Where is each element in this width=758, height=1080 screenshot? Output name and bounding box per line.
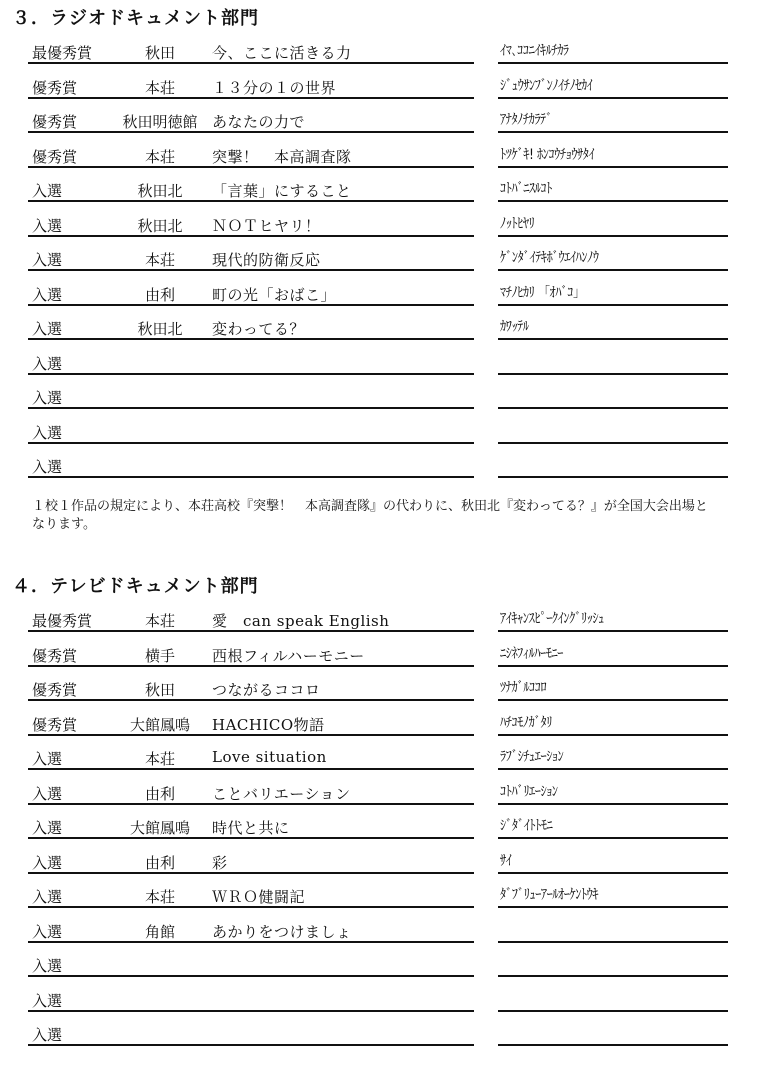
school-name: 本荘 [144, 750, 175, 768]
school-name: 角館 [144, 922, 175, 941]
entry-underline [28, 768, 474, 770]
reading-underline [498, 200, 728, 202]
entry-underline [28, 941, 474, 943]
award-label: 最優秀賞 [32, 612, 93, 630]
school-name: 由利 [144, 853, 175, 872]
award-row [0, 138, 758, 172]
school-name: 秋田明徳館 [122, 113, 198, 131]
reading-underline [498, 476, 728, 478]
work-title: 突撃！ 本高調査隊 [212, 147, 352, 166]
entry-underline [28, 407, 474, 409]
entry-underline [28, 872, 474, 874]
award-label: 入選 [32, 888, 63, 906]
work-title: 町の光「おばこ」 [212, 285, 337, 304]
reading-underline [498, 269, 728, 271]
school-name: 由利 [144, 784, 175, 803]
school-name: 秋田北 [137, 320, 183, 338]
reading-underline [498, 768, 728, 770]
reading-underline [498, 235, 728, 237]
reading-underline [498, 906, 728, 908]
entry-underline [28, 235, 474, 237]
work-title: 西根フィルハーモニー [212, 646, 365, 665]
eligibility-note: １校１作品の規定により、本荘高校『突撃！ 本高調査隊』の代わりに、秋田北『変わってる？』が全国大会出場となります。 [32, 499, 708, 532]
entry-underline [28, 837, 474, 839]
award-label: 優秀賞 [32, 681, 78, 699]
title-reading: ﾉｯﾄﾋﾔﾘ [500, 215, 535, 232]
title-reading: ﾆｼﾈﾌｨﾙﾊｰﾓﾆｰ [500, 645, 563, 662]
title-reading: ｱｲｷｬﾝｽﾋﾟｰｸｲﾝｸﾞﾘｯｼｭ [500, 611, 604, 627]
reading-underline [498, 97, 728, 99]
award-label: 入選 [32, 251, 63, 269]
title-reading: ｼﾞﾀﾞｲﾄﾄﾓﾆ [500, 818, 553, 834]
school-name: 秋田 [144, 681, 175, 699]
award-row [0, 1016, 758, 1050]
entry-underline [28, 62, 474, 64]
entry-underline [28, 476, 474, 478]
award-label: 入選 [32, 216, 63, 235]
award-label: 入選 [32, 957, 63, 975]
award-label: 入選 [32, 354, 63, 373]
award-row [0, 637, 758, 671]
reading-underline [498, 1010, 728, 1012]
reading-underline [498, 407, 728, 409]
reading-underline [498, 734, 728, 736]
award-row [0, 69, 758, 103]
award-row [0, 448, 758, 482]
school-name: 横手 [144, 646, 175, 665]
work-title: Love situation [212, 748, 327, 766]
entry-underline [28, 1010, 474, 1012]
award-row [0, 878, 758, 912]
school-name: 本荘 [144, 251, 175, 269]
award-label: 最優秀賞 [32, 44, 93, 62]
award-label: 入選 [32, 991, 63, 1010]
title-reading: ｱﾅﾀﾉﾁｶﾗﾃﾞ [500, 112, 552, 128]
school-name: 本荘 [144, 612, 175, 630]
entry-underline [28, 803, 474, 805]
work-title: あかりをつけましょ [212, 922, 352, 941]
reading-underline [498, 304, 728, 306]
award-label: 入選 [32, 182, 63, 200]
award-row [0, 982, 758, 1016]
title-reading: ｼﾞｭｳｻﾝﾌﾞﾝﾉｲﾁﾉｾｶｲ [500, 77, 593, 94]
school-name: 本荘 [144, 888, 175, 906]
award-label: 入選 [32, 922, 63, 941]
award-row [0, 671, 758, 705]
school-name: 秋田北 [137, 182, 183, 200]
award-label: 入選 [32, 750, 63, 768]
award-row [0, 103, 758, 137]
title-reading: ｺﾄﾊﾞﾆｽﾙｺﾄ [500, 181, 552, 197]
reading-underline [498, 665, 728, 667]
award-label: 入選 [32, 819, 63, 837]
title-reading: ﾂﾅｶﾞﾙｺｺﾛ [500, 680, 547, 696]
award-label: 優秀賞 [32, 646, 78, 665]
award-label: 入選 [32, 389, 63, 407]
award-label: 入選 [32, 423, 63, 442]
title-reading: ｺﾄﾊﾞﾘｴｰｼｮﾝ [500, 783, 558, 800]
school-name: 由利 [144, 285, 175, 304]
award-row [0, 740, 758, 774]
reading-underline [498, 941, 728, 943]
entry-underline [28, 166, 474, 168]
work-title: ことバリエーション [212, 784, 351, 803]
school-name: 本荘 [144, 147, 175, 166]
title-reading: ﾗﾌﾞｼﾁｭｴｰｼｮﾝ [500, 749, 564, 765]
award-row [0, 844, 758, 878]
reading-underline [498, 975, 728, 977]
entry-underline [28, 131, 474, 133]
award-row [0, 172, 758, 206]
entry-underline [28, 97, 474, 99]
reading-underline [498, 442, 728, 444]
award-label: 入選 [32, 458, 63, 476]
award-label: 入選 [32, 784, 63, 803]
entry-underline [28, 442, 474, 444]
reading-underline [498, 373, 728, 375]
title-reading: ｹﾞﾝﾀﾞｲﾃｷﾎﾞｳｴｲﾊﾝﾉｳ [500, 250, 599, 266]
award-row [0, 809, 758, 843]
work-title: 現代的防衛反応 [212, 251, 321, 269]
work-title: 「言葉」にすること [212, 182, 352, 200]
reading-underline [498, 1044, 728, 1046]
section-title: ３．ラジオドキュメント部門 [12, 8, 259, 29]
work-title: 時代と共に [212, 819, 290, 837]
school-name: 本荘 [144, 78, 175, 97]
entry-underline [28, 906, 474, 908]
award-label: 入選 [32, 285, 63, 304]
award-row [0, 913, 758, 947]
reading-underline [498, 803, 728, 805]
award-label: 入選 [32, 1026, 63, 1044]
entry-underline [28, 630, 474, 632]
school-name: 大館鳳鳴 [129, 715, 190, 734]
entry-underline [28, 734, 474, 736]
award-label: 優秀賞 [32, 147, 78, 166]
award-label: 優秀賞 [32, 78, 78, 97]
school-name: 秋田北 [137, 216, 183, 235]
award-label: 入選 [32, 853, 63, 872]
award-row [0, 345, 758, 379]
entry-underline [28, 699, 474, 701]
award-row [0, 379, 758, 413]
work-title: HACHICO物語 [212, 715, 325, 734]
award-row [0, 276, 758, 310]
title-reading: ｲﾏ､ｺｺﾆｲｷﾙﾁｶﾗ [500, 43, 569, 59]
award-row [0, 241, 758, 275]
reading-underline [498, 338, 728, 340]
work-title: つながるココロ [212, 681, 321, 699]
reading-underline [498, 699, 728, 701]
title-reading: ｻｲ [500, 852, 512, 869]
entry-underline [28, 975, 474, 977]
entry-underline [28, 1044, 474, 1046]
school-name: 大館鳳鳴 [129, 819, 190, 837]
award-row [0, 414, 758, 448]
award-row [0, 207, 758, 241]
entry-underline [28, 338, 474, 340]
work-title: ＷＲＯ健闘記 [212, 888, 306, 906]
reading-underline [498, 872, 728, 874]
work-title: ＮＯＴヒヤリ！ [212, 216, 321, 235]
award-row [0, 775, 758, 809]
reading-underline [498, 630, 728, 632]
work-title: 今、ここに活きる力 [212, 44, 352, 62]
work-title: 愛 can speak English [212, 612, 390, 630]
entry-underline [28, 269, 474, 271]
section-title: ４．テレビドキュメント部門 [12, 576, 259, 597]
title-reading: ｶﾜｯﾃﾙ [500, 319, 529, 335]
award-label: 入選 [32, 320, 63, 338]
award-row [0, 602, 758, 636]
school-name: 秋田 [144, 44, 175, 62]
reading-underline [498, 837, 728, 839]
reading-underline [498, 166, 728, 168]
title-reading: ﾄﾂｹﾞｷ! ﾎﾝｺｳﾁｮｳｻﾀｲ [500, 146, 595, 163]
award-label: 優秀賞 [32, 715, 78, 734]
award-label: 優秀賞 [32, 113, 78, 131]
entry-underline [28, 304, 474, 306]
entry-underline [28, 665, 474, 667]
award-row [0, 706, 758, 740]
reading-underline [498, 62, 728, 64]
title-reading: ﾊﾁｺﾓﾉｶﾞﾀﾘ [500, 714, 552, 731]
work-title: １３分の１の世界 [212, 78, 337, 97]
work-title: 変わってる？ [212, 320, 305, 338]
entry-underline [28, 373, 474, 375]
award-row [0, 947, 758, 981]
award-row [0, 34, 758, 68]
work-title: あなたの力で [212, 113, 306, 131]
title-reading: ﾏﾁﾉﾋｶﾘ 「ｵﾊﾞｺ」 [500, 284, 585, 301]
entry-underline [28, 200, 474, 202]
reading-underline [498, 131, 728, 133]
work-title: 彩 [212, 853, 228, 872]
award-row [0, 310, 758, 344]
title-reading: ﾀﾞﾌﾞﾘｭｰｱｰﾙｵｰｹﾝﾄｳｷ [500, 887, 599, 903]
